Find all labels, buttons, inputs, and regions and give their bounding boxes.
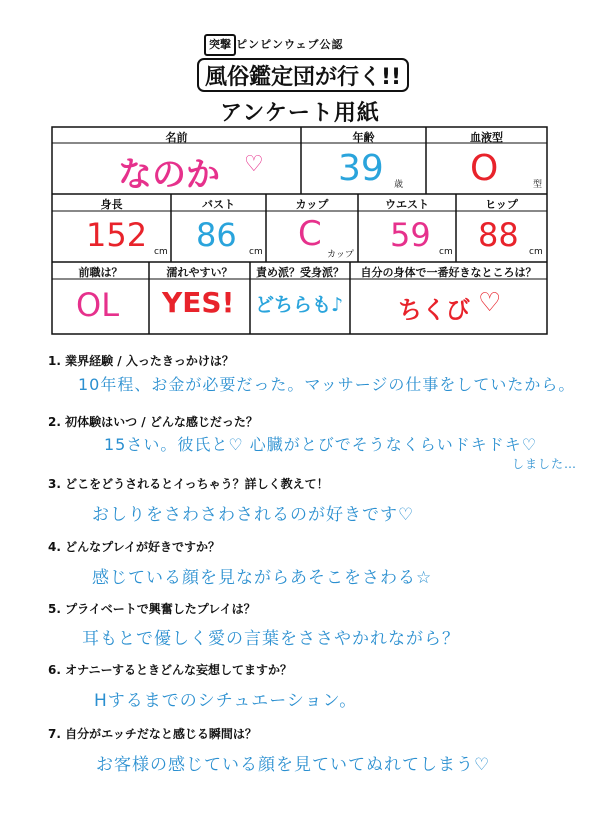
bust-label: バスト (202, 198, 235, 211)
cup-unit: カップ (327, 250, 354, 260)
height-label: 身長 (100, 198, 123, 211)
logo-text: 風俗鑑定団が行く!! (204, 65, 402, 90)
wet-value: YES! (162, 286, 235, 319)
question-6: 6. オナニーするときどんな妄想してますか？ (48, 663, 293, 677)
sm-label: 責め派？受身派？ (256, 266, 344, 279)
favorite-part-value: ちくび (398, 296, 470, 324)
prev-job-value: OL (76, 286, 120, 324)
question-1: 1. 業界経験 / 入ったきっかけは？ (48, 354, 234, 368)
question-4: 4. どんなプレイが好きですか？ (48, 540, 221, 554)
blood-type-label: 血液型 (470, 131, 503, 144)
question-3: 3. どこをどうされるとイっちゃう？詳しく教えて！ (48, 477, 329, 491)
waist-value: 59 (390, 216, 431, 254)
blood-type-unit: 型 (533, 180, 543, 190)
name-label: 名前 (165, 131, 188, 144)
sm-value: どちらも♪ (255, 294, 344, 316)
age-value: 39 (338, 148, 384, 189)
question-2: 2. 初体験はいつ / どんな感じだった？ (48, 415, 258, 429)
heart-doodle-icon: ♡ (244, 152, 264, 177)
answer-1: 10年程、お金が必要だった。マッサージの仕事をしていたから。 (78, 375, 576, 394)
question-5: 5. プライベートで興奮したプレイは？ (48, 602, 256, 616)
answer-7: お客様の感じている顔を見ていてぬれてしまう♡ (96, 755, 491, 775)
answer-6: Hするまでのシチュエーション。 (94, 691, 358, 711)
answer-5: 耳もとで優しく愛の言葉をささやかれながら？ (82, 629, 460, 649)
answer-4: 感じている顔を見ながらあそこをさわる☆ (92, 568, 433, 588)
answer-2-continued: しました… (512, 457, 578, 471)
question-7: 7. 自分がエッチだなと感じる瞬間は？ (48, 727, 257, 741)
hip-unit: cm (529, 247, 543, 257)
favorite-part-label: 自分の身体で一番好きなところは？ (360, 266, 537, 279)
hip-value: 88 (478, 216, 519, 254)
wet-label: 濡れやすい？ (166, 266, 233, 279)
waist-label: ウエスト (385, 198, 429, 211)
answer-2: 15さい。彼氏と♡ 心臓がとびでそうなくらいドキドキ♡ (104, 435, 538, 454)
bust-unit: cm (249, 247, 263, 257)
header-badge: 突撃 (204, 34, 236, 56)
cup-value: C (298, 214, 322, 254)
height-unit: cm (154, 247, 168, 257)
hip-label: ヒップ (485, 198, 518, 211)
answer-3: おしりをさわさわされるのが好きです♡ (92, 505, 415, 525)
height-value: 152 (86, 216, 148, 254)
header-subtitle: ピンピンウェブ公認 (236, 38, 344, 51)
waist-unit: cm (439, 247, 453, 257)
heart-doodle-icon: ♡ (478, 288, 502, 318)
name-value: なのか (118, 155, 220, 195)
prev-job-label: 前職は？ (78, 266, 123, 279)
blood-type-value: O (470, 148, 499, 189)
bust-value: 86 (196, 216, 237, 254)
cup-label: カップ (295, 198, 329, 211)
age-unit: 歳 (394, 180, 404, 190)
age-label: 年齢 (352, 131, 375, 144)
form-title: アンケート用紙 (220, 101, 380, 126)
